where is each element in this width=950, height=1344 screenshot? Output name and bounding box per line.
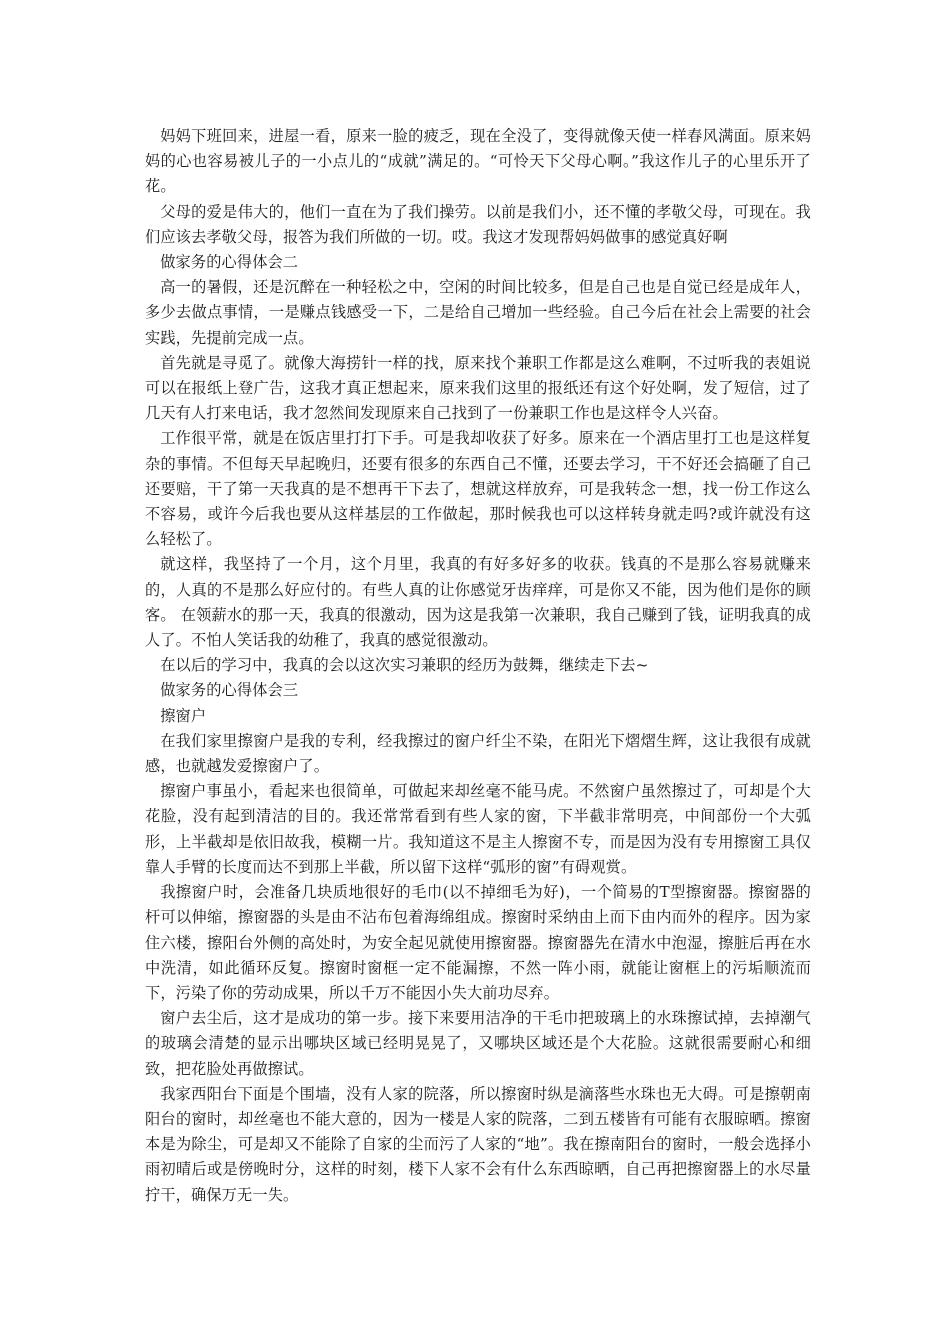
paragraph: 我擦窗户时，会准备几块质地很好的毛巾(以不掉细毛为好)，一个简易的T型擦窗器。擦窗器的杆可以伸缩，擦窗器的头是由不沾布包着海绵组成。擦窗时采纳由上而下由内而外的程序。因为家住六楼，擦阳台外侧的高处时，为安全起见就使用擦窗器。擦窗器先在清水中泡湿，擦脏后再在水中洗清，如此循环反复。擦窗时窗框一定不能漏擦，不然一阵小雨，就能让窗框上的污垢顺流而下，污染了你的劳动成果，所以千万不能因小失大前功尽弃。 [145,883,811,1002]
paragraph: 父母的爱是伟大的，他们一直在为了我们操劳。以前是我们小，还不懂的孝敬父母，可现在。我们应该去孝敬父母，报答为我们所做的一切。哎。我这才发现帮妈妈做事的感觉真好啊 [145,202,811,246]
paragraph: 我家西阳台下面是个围墙，没有人家的院落，所以擦窗时纵是滴落些水珠也无大碍。可是擦朝南阳台的窗时，却丝毫也不能大意的，因为一楼是人家的院落，二到五楼皆有可能有衣服晾晒。擦窗本是为除尘，可是却又不能除了自家的尘而污了人家的“地”。我在擦南阳台的窗时，一般会选择小雨初晴后或是傍晚时分，这样的时刻，楼下人家不会有什么东西晾晒，自己再把擦窗器上的水尽量拧干，确保万无一失。 [145,1084,811,1204]
section-heading: 做家务的心得体会二 [160,253,299,272]
paragraph: 妈妈下班回来，进屋一看，原来一脸的疲乏，现在全没了，变得就像天使一样春风满面。原来妈妈的心也容易被儿子的一小点儿的“成就”满足的。“可怜天下父母心啊。”我这作儿子的心里乐开了花。 [145,127,811,196]
section-heading: 做家务的心得体会三 [160,681,299,700]
paragraph: 在以后的学习中，我真的会以这次实习兼职的经历为鼓舞，继续走下去~ [160,656,649,675]
paragraph: 高一的暑假，还是沉醉在一种轻松之中，空闲的时间比较多，但是自己也是自觉已经是成年人，多少去做点事情，一是赚点钱感受一下，二是给自己增加一些经验。自己今后在社会上需要的社会实践，先提前完成一点。 [145,278,811,347]
paragraph: 窗户去尘后，这才是成功的第一步。接下来要用洁净的干毛巾把玻璃上的水珠擦试掉，去掉潮气的玻璃会清楚的显示出哪块区域已经明晃晃了，又哪块区域还是个大花脸。这就很需要耐心和细致，把花脸处再做擦试。 [145,1009,811,1078]
document-body [145,124,811,1208]
paragraph: 就这样，我坚持了一个月，这个月里，我真的有好多好多的收获。钱真的不是那么容易就赚来的，人真的不是那么好应付的。有些人真的让你感觉牙齿痒痒，可是你又不能，因为他们是你的顾客。 在领薪水的那一天，我真的很激动，因为这是我第一次兼职，我自己赚到了钱，证明我真的成人了。不怕人笑话我的幼稚了，我真的感觉很激动。 [145,555,811,650]
subsection-title: 擦窗户 [160,706,207,725]
paragraph: 擦窗户事虽小，看起来也很简单，可做起来却丝毫不能马虎。不然窗户虽然擦过了，可却是个大花脸，没有起到清洁的目的。我还常常看到有些人家的窗，下半截非常明亮，中间部份一个大弧形，上半截却是依旧故我，模糊一片。我知道这不是主人擦窗不专，而是因为没有专用擦窗工具仅靠人手臂的长度而达不到那上半截，所以留下这样“弧形的窗”有碍观赏。 [145,782,811,876]
paragraph: 首先就是寻觅了。就像大海捞针一样的找，原来找个兼职工作都是这么难啊，不过听我的表姐说可以在报纸上登广告，这我才真正想起来，原来我们这里的报纸还有这个好处啊，发了短信，过了几天有人打来电话，我才忽然间发现原来自己找到了一份兼职工作也是这样令人兴奋。 [145,353,811,423]
paragraph: 在我们家里擦窗户是我的专利，经我擦过的窗户纤尘不染，在阳光下熠熠生辉，这让我很有成就感，也就越发爱擦窗户了。 [145,731,811,776]
paragraph: 工作很平常，就是在饭店里打打下手。可是我却收获了好多。原来在一个酒店里打工也是这样复杂的事情。不但每天早起晚归，还要有很多的东西自己不懂，还要去学习，干不好还会搞砸了自己还要赔，干了第一天我真的是不想再干下去了，想就这样放弃，可是我转念一想，找一份工作这么不容易，或许今后我也要从这样基层的工作做起，那时候我也可以这样转身就走吗?或许就没有这么轻松了。 [145,429,811,549]
